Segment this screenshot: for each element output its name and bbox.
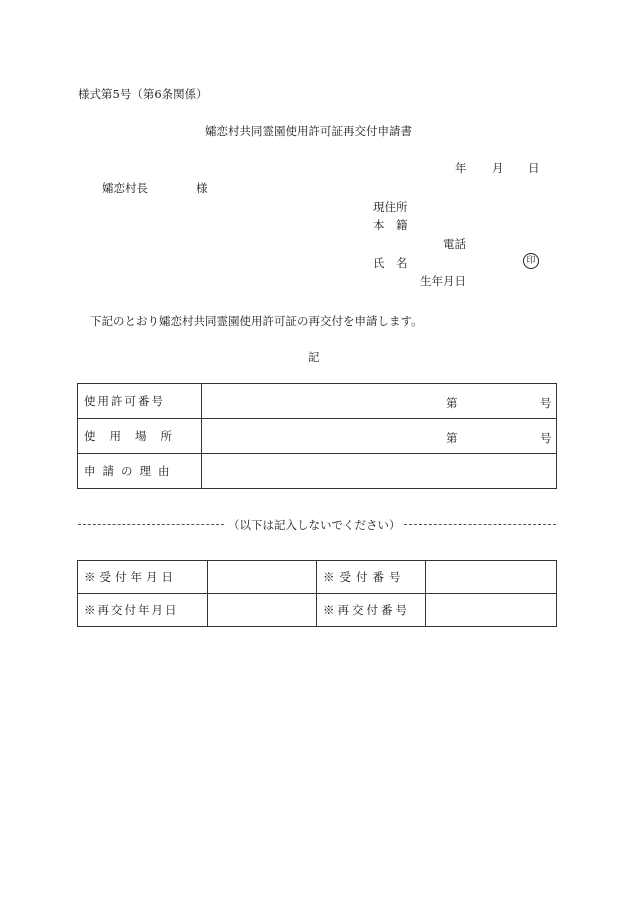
- receipt-date-label: ※受付年月日: [84, 570, 177, 584]
- receipt-date-field[interactable]: [208, 561, 317, 594]
- permit-number-label: 使用許可番号: [84, 394, 165, 408]
- application-table: [77, 383, 557, 489]
- addressee-honorific: 様: [196, 181, 208, 195]
- reissue-number-label: ※再交付番号: [323, 603, 410, 617]
- office-use-table: [77, 560, 557, 627]
- phone-label: 電話: [443, 237, 466, 251]
- table-row: [78, 594, 557, 627]
- reissue-number-label-cell: [317, 594, 426, 627]
- table-row: [78, 384, 557, 419]
- location-label-cell: [78, 419, 202, 454]
- reason-label-cell: [78, 454, 202, 489]
- reason-field[interactable]: [202, 454, 557, 489]
- reissue-date-label: ※再交付年月日: [84, 603, 179, 617]
- document-title: 孀恋村共同霊園使用許可証再交付申請書: [205, 124, 412, 138]
- separator-line-right: [404, 524, 556, 525]
- address-label: 現住所: [373, 200, 408, 214]
- go-label: 号: [540, 396, 552, 410]
- location-field[interactable]: [202, 419, 557, 454]
- date-day-label: 日: [528, 161, 540, 175]
- addressee-name: 孀恋村長: [102, 181, 148, 195]
- reissue-date-label-cell: [78, 594, 208, 627]
- reissue-number-field[interactable]: [426, 594, 557, 627]
- dai-label: 第: [446, 396, 458, 410]
- permit-number-label-cell: [78, 384, 202, 419]
- receipt-date-label-cell: [78, 561, 208, 594]
- date-month-label: 月: [492, 161, 504, 175]
- go-label: 号: [540, 431, 552, 445]
- seal-mark: 印: [523, 253, 539, 269]
- domicile-label: 本 籍: [373, 218, 408, 232]
- reissue-date-field[interactable]: [208, 594, 317, 627]
- form-number: 様式第5号（第6条関係）: [78, 87, 208, 101]
- receipt-number-label: ※受付番号: [323, 570, 406, 584]
- separator-note: （以下は記入しないでください）: [228, 518, 401, 532]
- ki-heading: 記: [308, 350, 320, 364]
- receipt-number-field[interactable]: [426, 561, 557, 594]
- receipt-number-label-cell: [317, 561, 426, 594]
- location-label: 使用場所: [84, 429, 186, 443]
- dai-label: 第: [446, 431, 458, 445]
- birthdate-label: 生年月日: [420, 274, 466, 288]
- separator-line-left: [78, 524, 224, 525]
- request-statement: 下記のとおり孀恋村共同霊園使用許可証の再交付を申請します。: [90, 314, 423, 328]
- table-row: [78, 454, 557, 489]
- table-row: [78, 419, 557, 454]
- permit-number-field[interactable]: [202, 384, 557, 419]
- reason-label: 申請の理由: [84, 464, 177, 478]
- name-label: 氏 名: [373, 256, 408, 270]
- table-row: [78, 561, 557, 594]
- date-year-label: 年: [455, 161, 467, 175]
